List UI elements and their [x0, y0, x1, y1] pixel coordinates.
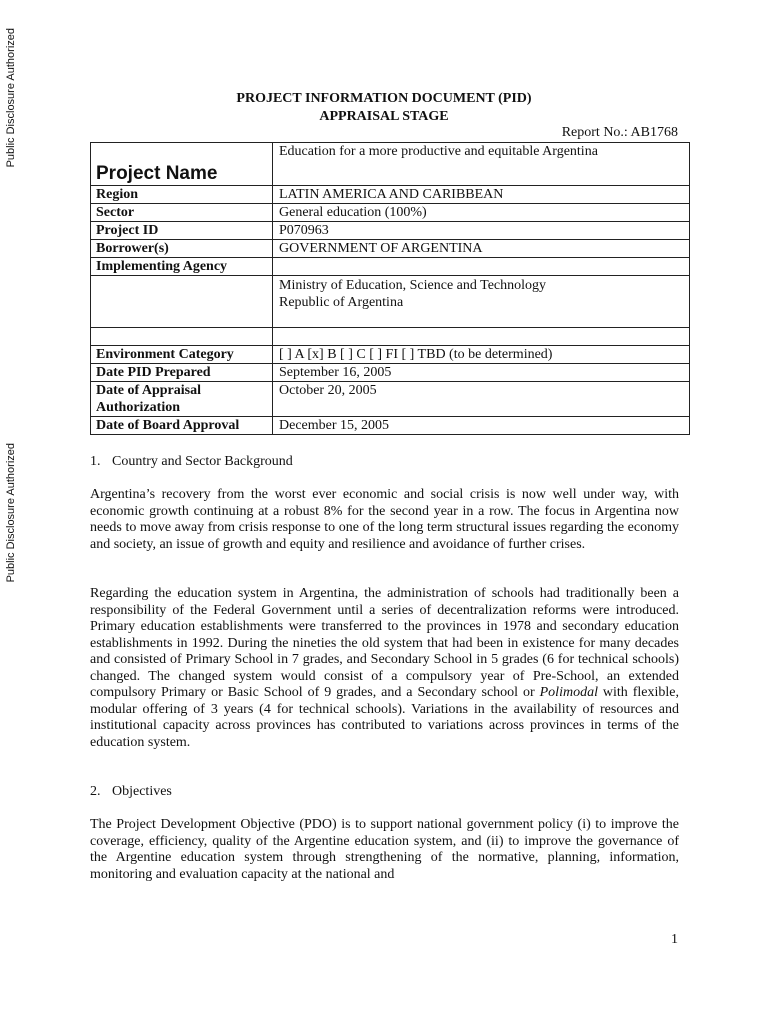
page-number: 1 [671, 932, 678, 947]
region-label: Region [91, 186, 273, 204]
date-board-label: Date of Board Approval [91, 417, 273, 435]
paragraph-background-2 [90, 586, 679, 751]
section-title: Objectives [112, 784, 172, 799]
table-row [91, 258, 690, 276]
env-category-value: [ ] A [x] B [ ] C [ ] FI [ ] TBD (to be determined) [273, 346, 690, 364]
table-row [91, 186, 690, 204]
sector-value: General education (100%) [273, 204, 690, 222]
sector-label: Sector [91, 204, 273, 222]
paragraph-objectives: The Project Development Objective (PDO) is to support national government policy (i) to improve the coverage, efficiency, quality of the Argentine education system, and (ii) to improve the governance of the Argentine education system through strengthening of the normative, planning, information, monitoring and evaluation capacity at the national and [90, 817, 679, 882]
table-row [91, 222, 690, 240]
disclosure-stamp-bottom: Public Disclosure Authorized [5, 443, 17, 583]
table-row [91, 143, 690, 186]
agency-value [273, 276, 690, 328]
borrower-label: Borrower(s) [91, 240, 273, 258]
table-row [91, 276, 690, 328]
project-name-label: Project Name [91, 143, 273, 186]
section-number: 2. [90, 784, 101, 799]
section-number: 1. [90, 454, 101, 469]
project-id-label: Project ID [91, 222, 273, 240]
table-row [91, 204, 690, 222]
italic-term: Polimodal [539, 685, 598, 700]
project-id-value: P070963 [273, 222, 690, 240]
agency-label: Implementing Agency [91, 258, 273, 276]
table-row [91, 328, 690, 346]
section-title: Country and Sector Background [112, 454, 293, 469]
borrower-value: GOVERNMENT OF ARGENTINA [273, 240, 690, 258]
section-heading-objectives [90, 784, 172, 800]
table-row [91, 364, 690, 382]
paragraph-background-1: Argentina’s recovery from the worst ever economic and social crisis is now well under way, with economic growth continuing at a robust 8% for the second year in a row. The focus in Argentina now needs to move away from crisis response to one of the long term structural issues regarding the economy and society, an issue of growth and equity and resilience and avoidance of further crises. [90, 487, 679, 552]
date-appraisal-label: Date of Appraisal Authorization [91, 382, 273, 417]
paragraph-text: with flexible, modular offering of 3 years (4 for technical schools). Variations in the availability of resources and institutional capacity across provinces has contributed to variations across provinces in terms of the education system. [90, 685, 680, 750]
date-pid-label: Date PID Prepared [91, 364, 273, 382]
agency-value-line1: Ministry of Education, Science and Technology [279, 278, 547, 293]
paragraph-text: Regarding the education system in Argentina, the administration of schools had traditionally been a responsibility of the Federal Government until a series of decentralization reforms were introduced. Primary education establishments were transferred to the provinces in 1978 and secondary education establishments in 1992. During the nineties the old system that had been in existence for many decades and consisted of Primary School in 7 grades, and Secondary School in 5 grades (6 for technical schools) changed. The changed system would consist of a compulsory year of Pre-School, an extended compulsory Primary or Basic School of 9 grades, and a Secondary school or [90, 586, 679, 700]
date-pid-value: September 16, 2005 [273, 364, 690, 382]
region-value: LATIN AMERICA AND CARIBBEAN [273, 186, 690, 204]
table-row [91, 382, 690, 417]
report-number: Report No.: AB1768 [561, 125, 678, 140]
table-row [91, 240, 690, 258]
document-title: PROJECT INFORMATION DOCUMENT (PID) [236, 91, 532, 106]
project-info-table [90, 142, 690, 435]
agency-value-line2: Republic of Argentina [279, 295, 404, 310]
section-heading-background [90, 454, 293, 470]
disclosure-stamp-top: Public Disclosure Authorized [5, 28, 17, 168]
date-board-value: December 15, 2005 [273, 417, 690, 435]
project-name-value: Education for a more productive and equitable Argentina [273, 143, 690, 186]
table-row [91, 346, 690, 364]
table-row [91, 417, 690, 435]
date-appraisal-value: October 20, 2005 [273, 382, 690, 417]
env-category-label: Environment Category [91, 346, 273, 364]
document-subtitle: APPRAISAL STAGE [319, 109, 449, 124]
